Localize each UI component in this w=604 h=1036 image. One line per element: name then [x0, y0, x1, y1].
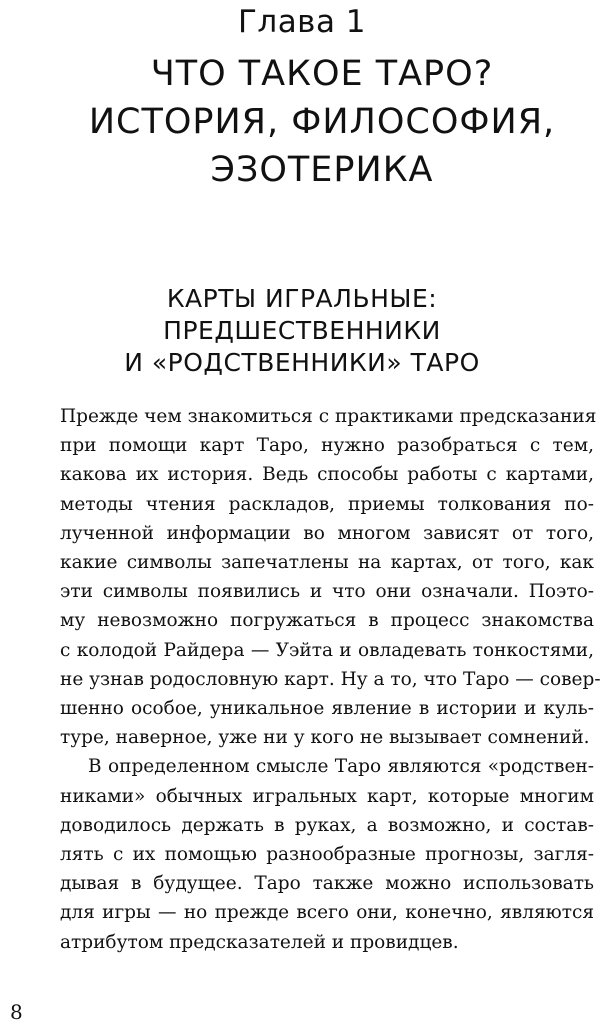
text-line: туре, наверное, уже ни у кого не вызывает сомнений.: [60, 727, 590, 749]
text-line: му невозможно погружаться в процесс знакомства: [60, 610, 594, 632]
chapter-title-line: ЧТО ТАКОЕ ТАРО?: [150, 54, 494, 94]
text-line: не узнав родословную карт. Ну а то, что Таро — совер-: [60, 668, 601, 690]
text-line: шенно особое, уникальное явление в истории и куль-: [60, 698, 594, 720]
chapter-title-line: ЭЗОТЕРИКА: [210, 150, 434, 190]
text-line: дывая в будущее. Таро также можно использовать: [60, 873, 594, 895]
paragraph: [60, 402, 601, 752]
section-title-line: КАРТЫ ИГРАЛЬНЫЕ:: [166, 284, 438, 313]
text-line: эти символы появились и что они означали. Поэто-: [60, 581, 594, 603]
text-line: лять с их помощью разнообразные прогнозы, загля-: [60, 844, 594, 866]
chapter-label: Глава 1: [237, 4, 367, 40]
text-line: какова их история. Ведь способы работы с картами,: [60, 464, 594, 486]
page-number: 8: [10, 1000, 23, 1024]
chapter-title-line: ИСТОРИЯ, ФИЛОСОФИЯ,: [88, 102, 556, 142]
text-line: какие символы запечатлены на картах, от того, как: [60, 552, 594, 574]
body-text: [60, 402, 601, 957]
text-line: с колодой Райдера — Уэйта и овладевать тонкостями,: [60, 639, 594, 661]
text-line: Прежде чем знакомиться с практиками предсказания: [60, 406, 597, 427]
section-title-line: И «РОДСТВЕННИКИ» ТАРО: [124, 348, 480, 377]
text-line: методы чтения раскладов, приемы толкования по-: [60, 493, 594, 515]
text-line: атрибутом предсказателей и провидцев.: [60, 931, 459, 953]
section-title-line: ПРЕДШЕСТВЕННИКИ: [163, 316, 441, 345]
text-line: при помощи карт Таро, нужно разобраться с тем,: [60, 435, 594, 457]
text-line: для игры — но прежде всего они, конечно, являются: [60, 902, 594, 924]
section-title: [0, 283, 604, 379]
text-line: В определенном смысле Таро являются «родствен-: [88, 756, 594, 778]
text-line: доводилось держать в руках, а возможно, и состав-: [60, 814, 594, 836]
chapter-title: [40, 50, 604, 194]
text-line: никами» обычных игральных карт, которые многим: [60, 785, 594, 807]
text-line: лученной информации во многом зависят от того,: [60, 522, 594, 544]
paragraph: [60, 752, 594, 956]
